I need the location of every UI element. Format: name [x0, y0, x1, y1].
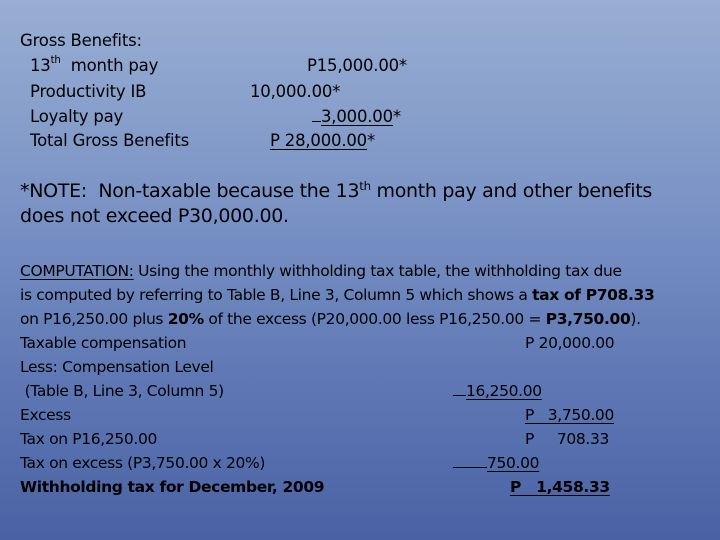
benefit-label-loyalty: Loyalty pay — [30, 107, 124, 126]
benefit-amount-total: P 28,000.00* — [270, 131, 376, 150]
benefit-amount-13th-month: P15,000.00* — [307, 56, 407, 75]
computation-row-label: Tax on P16,250.00 — [20, 430, 158, 448]
computation-row-label: Taxable compensation — [20, 334, 187, 352]
computation-line-2: is computed by referring to Table B, Line 3, Column 5 which shows a tax of P708.33 — [20, 286, 655, 304]
computation-row-amount: P 708.33 — [525, 430, 610, 448]
computation-row-amount: 16,250.00 — [453, 382, 542, 400]
computation-label: COMPUTATION: — [20, 262, 134, 280]
computation-total-amount: P 1,458.33 — [510, 478, 610, 496]
computation-row-label: Excess — [20, 406, 71, 424]
benefit-amount-loyalty: 3,000.00* — [312, 107, 401, 126]
benefit-amount-productivity: 10,000.00* — [250, 82, 341, 101]
benefit-label-total: Total Gross Benefits — [30, 131, 190, 150]
benefit-label-13th-month: 13th month pay — [30, 55, 159, 75]
computation-line-3: on P16,250.00 plus 20% of the excess (P20,000.00 less P16,250.00 = P3,750.00). — [20, 310, 641, 328]
computation-line-1: COMPUTATION: Using the monthly withholding tax table, the withholding tax due — [20, 262, 622, 280]
computation-row-amount: P 20,000.00 — [525, 334, 615, 352]
benefit-label-productivity: Productivity IB — [30, 82, 147, 101]
computation-row-label: Tax on excess (P3,750.00 x 20%) — [20, 454, 266, 472]
computation-row-label: (Table B, Line 3, Column 5) — [20, 382, 224, 400]
note-line-1: *NOTE: Non-taxable because the 13th month pay and other benefits — [20, 179, 653, 202]
benefits-heading: Gross Benefits: — [20, 31, 142, 50]
computation-row-label: Less: Compensation Level — [20, 358, 214, 376]
note-line-2: does not exceed P30,000.00. — [20, 205, 289, 227]
computation-row-amount: P 3,750.00 — [525, 406, 614, 424]
computation-row-amount: 750.00 — [453, 454, 539, 472]
computation-total-label: Withholding tax for December, 2009 — [20, 478, 325, 496]
